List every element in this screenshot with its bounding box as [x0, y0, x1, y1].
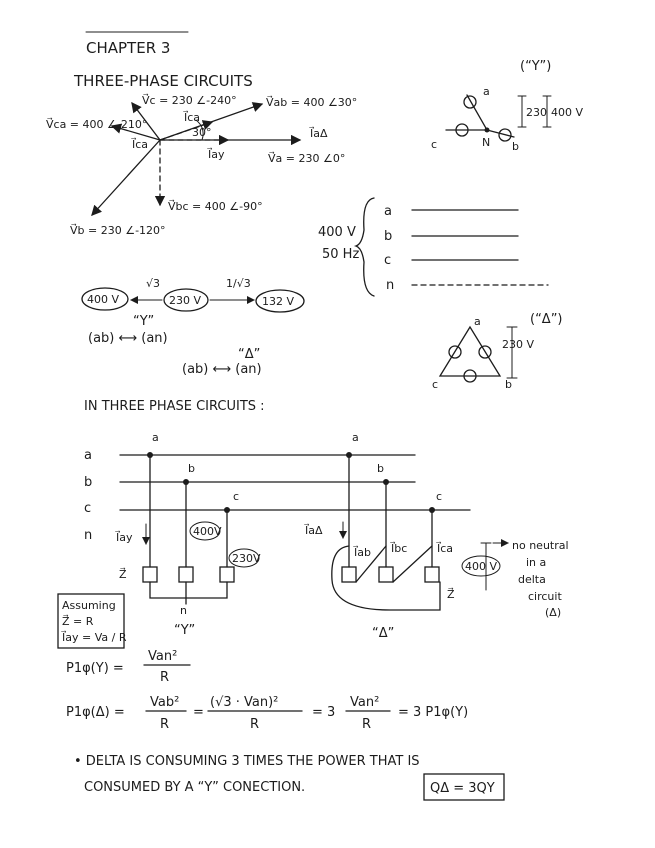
y-node-b: b	[512, 140, 519, 153]
vca-label: V⃗ca = 400 ∠-210°	[46, 118, 148, 131]
rail-c-label: c	[84, 501, 92, 516]
angle-30-label: 30°	[192, 126, 212, 139]
eq1-lhs: P1φ(Y) =	[66, 661, 124, 676]
supply-line-a: a	[384, 204, 392, 219]
d-iab-label: I⃗ab	[354, 546, 371, 559]
eq2-mid: = 3	[312, 705, 336, 720]
svg-text:=: =	[193, 705, 204, 720]
eq2-lhs: P1φ(Δ) =	[66, 705, 125, 720]
vb-arrow	[92, 140, 160, 215]
supply-frequency: 50 Hz	[322, 247, 360, 262]
y-arm-a	[467, 95, 487, 130]
y-sketch-title: (“Y”)	[520, 59, 552, 74]
d-tap-b: b	[377, 462, 384, 475]
eq2-d2: R	[250, 717, 260, 732]
d-caption: “Δ”	[372, 626, 395, 641]
d-impedance-bc	[379, 567, 393, 582]
y-400v: 400V	[193, 525, 222, 538]
y-tap-c: c	[233, 490, 240, 503]
eq1-num: Van²	[148, 649, 178, 664]
delta-node-b: b	[505, 378, 512, 391]
assume-1: Assuming	[62, 599, 116, 612]
y-impedance-b	[179, 567, 193, 582]
d-ia-label: I⃗aΔ	[305, 524, 323, 537]
delta-voltage: 230 V	[502, 338, 535, 351]
sqrt3-label: √3	[146, 277, 161, 290]
assume-2: Z⃗ = R	[62, 615, 94, 628]
y-relation: (ab) ⟷ (an)	[88, 331, 168, 346]
ica-near-origin: I⃗ca	[132, 138, 149, 151]
y-node-a: a	[483, 85, 490, 98]
delta-relation-title: “Δ”	[238, 347, 261, 362]
eq2-rhs: = 3 P1φ(Y)	[398, 705, 469, 720]
y-caption: “Y”	[174, 623, 196, 638]
power-equations	[66, 649, 468, 732]
supply-line-n: n	[386, 278, 395, 293]
result-formula: QΔ = 3QY	[430, 781, 495, 796]
eq2-n1: Vab²	[150, 695, 180, 710]
y-neutral-n: n	[180, 604, 187, 617]
circuit-diagram	[84, 431, 569, 641]
conclusion-line-1: • DELTA IS CONSUMING 3 TIMES THE POWER THAT IS	[74, 754, 420, 769]
source-a-icon	[464, 96, 476, 108]
supply-line-c: c	[384, 253, 392, 268]
d-ica-label: I⃗ca	[437, 542, 454, 555]
y-tap-b: b	[188, 462, 195, 475]
delta-connection-sketch	[432, 312, 563, 391]
d-z-label: Z⃗	[447, 588, 455, 601]
supply-voltage: 400 V	[318, 225, 356, 240]
d-tap-c: c	[436, 490, 443, 503]
supply-lines	[318, 198, 548, 296]
note-line-4: circuit	[528, 590, 562, 603]
supply-brace	[356, 198, 374, 296]
delta-node-a: a	[474, 315, 481, 328]
rail-a-label: a	[84, 448, 92, 463]
y-neutral-joint	[150, 582, 227, 604]
y-connection-sketch	[431, 59, 583, 153]
y-impedance-a	[143, 567, 157, 582]
va-label: V⃗a = 230 ∠0°	[268, 152, 346, 165]
eq2-d1: R	[160, 717, 170, 732]
delta-sketch-title: (“Δ”)	[530, 312, 563, 327]
d-400v: 400 V	[465, 560, 498, 573]
y-z-label: Z⃗	[119, 568, 127, 581]
iay-label: I⃗ay	[208, 148, 225, 161]
voltage-ratio	[82, 277, 304, 377]
y-node-c: c	[431, 138, 438, 151]
eq2-n2: (√3 · Van)²	[210, 695, 279, 710]
y-iay-label: I⃗ay	[116, 531, 133, 544]
vc-label: V⃗c = 230 ∠-240°	[142, 94, 237, 107]
y-tap-a: a	[152, 431, 159, 444]
d-impedance-ca	[425, 567, 439, 582]
note-line-3: delta	[518, 573, 546, 586]
d-impedance-ab	[342, 567, 356, 582]
vbc-label: V⃗bc = 400 ∠-90°	[168, 200, 263, 213]
section-heading: IN THREE PHASE CIRCUITS :	[84, 399, 265, 414]
y-230v: 230V	[232, 552, 261, 565]
eq2-n3: Van²	[350, 695, 380, 710]
vb-label: V⃗b = 230 ∠-120°	[70, 224, 166, 237]
note-line-2: in a	[526, 556, 547, 569]
ratio-400: 400 V	[87, 293, 120, 306]
delta-node-c: c	[432, 378, 439, 391]
d-ibc-label: I⃗bc	[391, 542, 408, 555]
rail-n-label: n	[84, 528, 93, 543]
ia-delta-label: I⃗aΔ	[310, 127, 328, 140]
conclusion-line-2: CONSUMED BY A “Y” CONECTION.	[84, 780, 306, 795]
ica-small-label: I⃗ca	[184, 111, 201, 124]
chapter-heading: CHAPTER 3	[86, 39, 171, 57]
vab-label: V⃗ab = 400 ∠30°	[266, 96, 358, 109]
phasor-diagram	[46, 93, 357, 237]
note-line-1: no neutral	[512, 539, 569, 552]
ratio-230: 230 V	[169, 294, 202, 307]
y-relation-title: “Y”	[133, 314, 155, 329]
y-impedance-c	[220, 567, 234, 582]
eq2-d3: R	[362, 717, 372, 732]
eq1-den: R	[160, 670, 170, 685]
y-voltage-400: 400 V	[551, 106, 584, 119]
note-line-5: (Δ)	[545, 606, 562, 619]
y-voltage-230: 230	[526, 106, 547, 119]
neutral-dot	[485, 128, 490, 133]
rail-b-label: b	[84, 475, 93, 490]
supply-line-b: b	[384, 229, 393, 244]
delta-relation: (ab) ⟷ (an)	[182, 362, 262, 377]
ratio-132: 132 V	[262, 295, 295, 308]
inv-sqrt3-label: 1/√3	[226, 277, 251, 290]
d-tap-a: a	[352, 431, 359, 444]
y-node-n: N	[482, 136, 491, 149]
topic-heading: THREE-PHASE CIRCUITS	[74, 72, 253, 90]
assume-3: I⃗ay = Va / R	[62, 631, 127, 644]
